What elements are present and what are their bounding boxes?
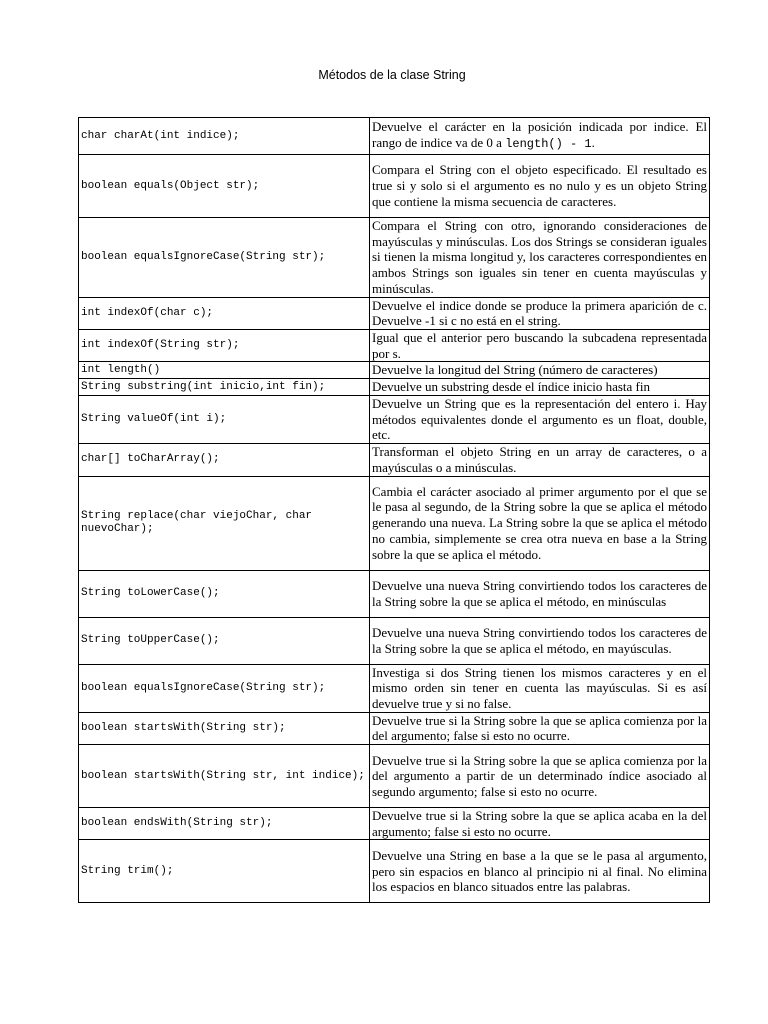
method-signature: boolean equalsIgnoreCase(String str); (79, 664, 370, 712)
method-signature: boolean equals(Object str); (79, 155, 370, 218)
description-tail: . (591, 135, 595, 150)
table-row (79, 218, 710, 298)
method-description: Devuelve el indice donde se produce la primera aparición de c. Devuelve -1 si c no está en el string. (370, 297, 710, 329)
method-description: Devuelve true si la String sobre la que se aplica comienza por la del argumento a partir de un determinado índice asociado al segundo argumento; false si esto no ocurre. (370, 745, 710, 808)
method-description: Devuelve una nueva String convirtiendo todos los caracteres de la String sobre la que se aplica el método, en mayúsculas. (370, 617, 710, 664)
table-row (79, 664, 710, 712)
page-title: Métodos de la clase String (318, 68, 466, 82)
method-signature: int indexOf(char c); (79, 297, 370, 329)
method-description: Devuelve una nueva String convirtiendo todos los caracteres de la String sobre la que se aplica el método, en minúsculas (370, 570, 710, 617)
method-description: Compara el String con otro, ignorando consideraciones de mayúsculas y minúsculas. Los dos Strings se consideran iguales si tienen la misma longitud y, los caracteres correspondientes en ambos Strings son iguales sin tener en cuenta mayúsculas y minúsculas. (370, 218, 710, 298)
method-description: Igual que el anterior pero buscando la subcadena representada por s. (370, 329, 710, 361)
method-signature: String substring(int inicio,int fin); (79, 379, 370, 396)
method-signature: String toLowerCase(); (79, 570, 370, 617)
method-signature: boolean startsWith(String str, int indice); (79, 745, 370, 808)
method-signature: int indexOf(String str); (79, 329, 370, 361)
method-description: Devuelve true si la String sobre la que se aplica acaba en la del argumento; false si esto no ocurre. (370, 808, 710, 840)
method-signature: boolean endsWith(String str); (79, 808, 370, 840)
table-row (79, 362, 710, 379)
method-description: Devuelve un substring desde el índice inicio hasta fin (370, 379, 710, 396)
method-signature: int length() (79, 362, 370, 379)
table-row (79, 396, 710, 444)
table-row (79, 745, 710, 808)
method-signature: String trim(); (79, 840, 370, 903)
table-row (79, 476, 710, 570)
table-row (79, 444, 710, 476)
table-row (79, 617, 710, 664)
method-description: Devuelve un String que es la representación del entero i. Hay métodos equivalentes donde el argumento es un float, double, etc. (370, 396, 710, 444)
method-description: Devuelve true si la String sobre la que se aplica comienza por la del argumento; false si esto no ocurre. (370, 712, 710, 744)
method-description: Devuelve una String en base a la que se le pasa al argumento, pero sin espacios en blanco al principio ni al final. No elimina los espacios en blanco situados entre las palabras. (370, 840, 710, 903)
table-row (79, 155, 710, 218)
method-description: Compara el String con el objeto especificado. El resultado es true si y solo si el argumento es no nulo y es un objeto String que contiene la misma secuencia de caracteres. (370, 155, 710, 218)
method-description: Transforman el objeto String en un array de caracteres, o a mayúsculas o a minúsculas. (370, 444, 710, 476)
table-row (79, 118, 710, 155)
method-signature: String valueOf(int i); (79, 396, 370, 444)
table-row (79, 840, 710, 903)
method-description: Cambia el carácter asociado al primer argumento por el que se le pasa al segundo, de la String sobre la que se aplica el método generando una nueva. La String sobre la que se aplica el método no cambia, simplemente se crea otra nueva en base a la String sobre la que se aplica el método. (370, 476, 710, 570)
method-signature: char[] toCharArray(); (79, 444, 370, 476)
table-row (79, 329, 710, 361)
table-row (79, 379, 710, 396)
table-row (79, 297, 710, 329)
description-code: length() - 1 (505, 137, 592, 151)
table-row (79, 808, 710, 840)
description-text: Devuelve el carácter en la posición indicada por indice. El rango de indice va de 0 a (372, 119, 707, 150)
method-signature: String toUpperCase(); (79, 617, 370, 664)
method-signature: char charAt(int indice); (79, 118, 370, 155)
method-signature: String replace(char viejoChar, char nuevoChar); (79, 476, 370, 570)
methods-table (78, 117, 710, 903)
method-signature: boolean equalsIgnoreCase(String str); (79, 218, 370, 298)
method-description: Investiga si dos String tienen los mismos caracteres y en el mismo orden sin tener en cuenta las mayúsculas. Si es así devuelve true y si no false. (370, 664, 710, 712)
table-row (79, 570, 710, 617)
method-signature: boolean startsWith(String str); (79, 712, 370, 744)
method-description (370, 118, 710, 155)
method-description: Devuelve la longitud del String (número de caracteres) (370, 362, 710, 379)
table-row (79, 712, 710, 744)
